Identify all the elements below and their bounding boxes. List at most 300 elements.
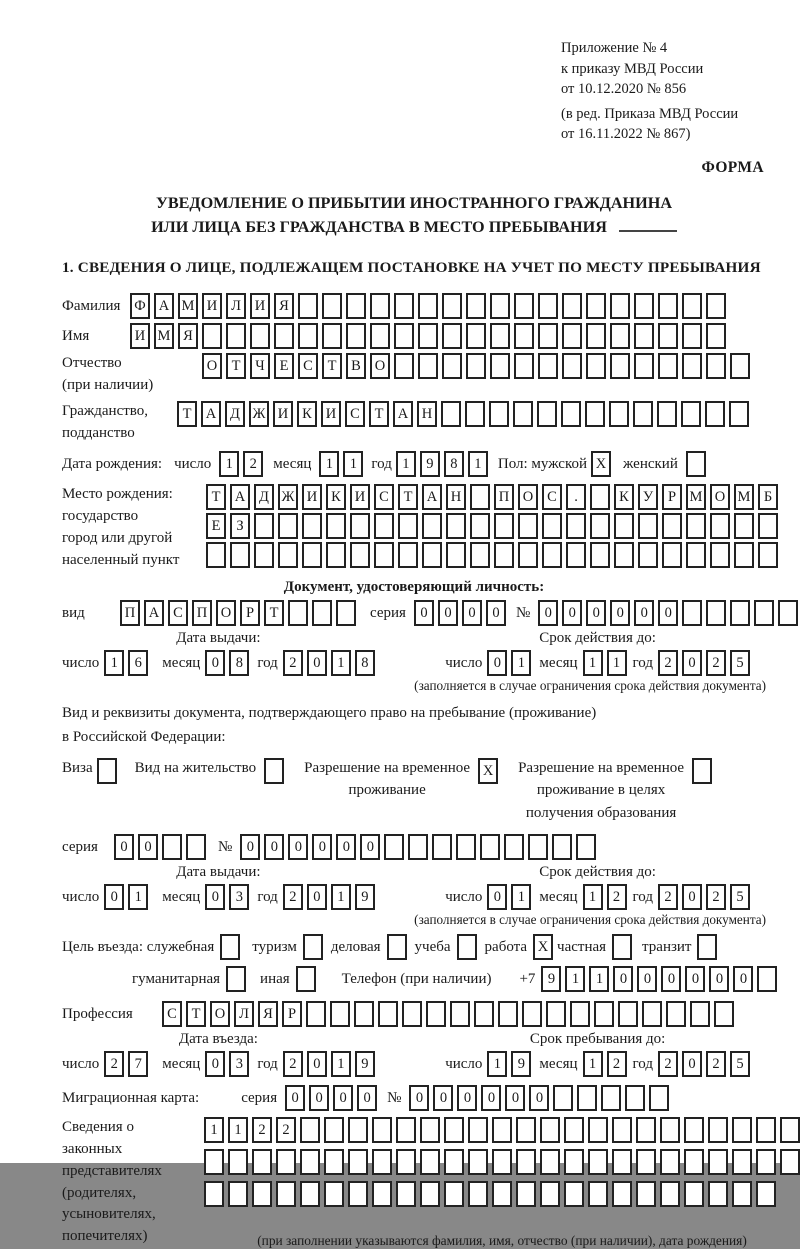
char-cell[interactable] (372, 1117, 392, 1143)
char-cell[interactable] (588, 1181, 608, 1207)
char-cell[interactable] (758, 513, 778, 539)
char-cell[interactable] (348, 1149, 368, 1175)
char-cell[interactable] (490, 293, 510, 319)
char-cell[interactable] (457, 934, 477, 960)
char-cell[interactable] (612, 1181, 632, 1207)
char-cell[interactable] (714, 1001, 734, 1027)
char-cell[interactable] (513, 401, 533, 427)
char-cell[interactable]: С (345, 401, 365, 427)
char-cell[interactable] (348, 1181, 368, 1207)
char-cell[interactable] (666, 1001, 686, 1027)
char-cell[interactable] (298, 293, 318, 319)
char-cell[interactable]: 2 (252, 1117, 272, 1143)
char-cell[interactable]: 0 (104, 884, 124, 910)
char-cell[interactable]: 0 (462, 600, 482, 626)
char-cell[interactable] (684, 1181, 704, 1207)
char-cell[interactable]: 0 (529, 1085, 549, 1111)
char-cell[interactable] (444, 1149, 464, 1175)
char-cell[interactable]: 0 (414, 600, 434, 626)
char-cell[interactable]: К (326, 484, 346, 510)
char-cell[interactable] (204, 1181, 224, 1207)
char-cell[interactable]: О (210, 1001, 230, 1027)
char-cell[interactable] (276, 1181, 296, 1207)
char-cell[interactable] (564, 1149, 584, 1175)
char-cell[interactable] (450, 1001, 470, 1027)
char-cell[interactable] (561, 401, 581, 427)
char-cell[interactable]: 9 (541, 966, 561, 992)
char-cell[interactable] (540, 1117, 560, 1143)
char-cell[interactable] (306, 1001, 326, 1027)
char-cell[interactable]: 3 (229, 1051, 249, 1077)
char-cell[interactable] (466, 323, 486, 349)
char-cell[interactable]: 8 (444, 451, 464, 477)
char-cell[interactable] (516, 1117, 536, 1143)
char-cell[interactable] (614, 513, 634, 539)
char-cell[interactable]: А (154, 293, 174, 319)
char-cell[interactable] (489, 401, 509, 427)
char-cell[interactable]: 0 (285, 1085, 305, 1111)
char-cell[interactable]: Л (234, 1001, 254, 1027)
char-cell[interactable] (504, 834, 524, 860)
char-cell[interactable]: И (350, 484, 370, 510)
char-cell[interactable] (585, 401, 605, 427)
char-cell[interactable] (330, 1001, 350, 1027)
char-cell[interactable]: Е (274, 353, 294, 379)
char-cell[interactable]: Я (274, 293, 294, 319)
char-cell[interactable] (494, 542, 514, 568)
char-cell[interactable] (252, 1149, 272, 1175)
char-cell[interactable]: 6 (128, 650, 148, 676)
char-cell[interactable]: Т (226, 353, 246, 379)
char-cell[interactable]: 5 (730, 884, 750, 910)
char-cell[interactable] (636, 1117, 656, 1143)
char-cell[interactable]: Д (254, 484, 274, 510)
char-cell[interactable]: Р (240, 600, 260, 626)
char-cell[interactable]: Р (662, 484, 682, 510)
char-cell[interactable] (370, 293, 390, 319)
char-cell[interactable]: К (614, 484, 634, 510)
char-cell[interactable]: 0 (205, 1051, 225, 1077)
char-cell[interactable] (690, 1001, 710, 1027)
char-cell[interactable] (466, 353, 486, 379)
char-cell[interactable]: 0 (709, 966, 729, 992)
char-cell[interactable]: Т (177, 401, 197, 427)
char-cell[interactable] (300, 1117, 320, 1143)
char-cell[interactable] (682, 293, 702, 319)
char-cell[interactable]: 2 (607, 884, 627, 910)
char-cell[interactable] (780, 1149, 800, 1175)
char-cell[interactable] (254, 513, 274, 539)
char-cell[interactable] (780, 1117, 800, 1143)
char-cell[interactable] (706, 353, 726, 379)
char-cell[interactable]: 1 (607, 650, 627, 676)
char-cell[interactable]: 2 (104, 1051, 124, 1077)
char-cell[interactable] (730, 600, 750, 626)
char-cell[interactable]: 1 (343, 451, 363, 477)
char-cell[interactable]: 3 (229, 884, 249, 910)
char-cell[interactable]: 0 (433, 1085, 453, 1111)
char-cell[interactable] (633, 401, 653, 427)
char-cell[interactable]: 0 (487, 884, 507, 910)
char-cell[interactable] (350, 513, 370, 539)
char-cell[interactable]: И (130, 323, 150, 349)
char-cell[interactable] (576, 834, 596, 860)
char-cell[interactable]: Л (226, 293, 246, 319)
char-cell[interactable]: 0 (307, 884, 327, 910)
char-cell[interactable]: 0 (205, 884, 225, 910)
char-cell[interactable]: 1 (583, 650, 603, 676)
char-cell[interactable] (480, 834, 500, 860)
char-cell[interactable] (577, 1085, 597, 1111)
char-cell[interactable]: 0 (409, 1085, 429, 1111)
char-cell[interactable] (610, 353, 630, 379)
char-cell[interactable] (274, 323, 294, 349)
char-cell[interactable] (601, 1085, 621, 1111)
char-cell[interactable] (204, 1149, 224, 1175)
char-cell[interactable] (441, 401, 461, 427)
char-cell[interactable]: С (542, 484, 562, 510)
char-cell[interactable]: 0 (307, 1051, 327, 1077)
char-cell[interactable]: А (393, 401, 413, 427)
char-cell[interactable] (326, 513, 346, 539)
char-cell[interactable] (230, 542, 250, 568)
char-cell[interactable] (566, 542, 586, 568)
char-cell[interactable] (697, 934, 717, 960)
char-cell[interactable]: . (566, 484, 586, 510)
char-cell[interactable]: 1 (219, 451, 239, 477)
char-cell[interactable] (660, 1181, 680, 1207)
char-cell[interactable] (708, 1181, 728, 1207)
char-cell[interactable]: П (192, 600, 212, 626)
char-cell[interactable] (522, 1001, 542, 1027)
char-cell[interactable]: 1 (128, 884, 148, 910)
char-cell[interactable] (346, 323, 366, 349)
char-cell[interactable] (734, 542, 754, 568)
char-cell[interactable]: 0 (613, 966, 633, 992)
char-cell[interactable] (468, 1117, 488, 1143)
char-cell[interactable] (374, 542, 394, 568)
char-cell[interactable]: М (178, 293, 198, 319)
char-cell[interactable]: О (202, 353, 222, 379)
char-cell[interactable]: Ч (250, 353, 270, 379)
char-cell[interactable] (542, 542, 562, 568)
char-cell[interactable] (396, 1181, 416, 1207)
char-cell[interactable] (228, 1149, 248, 1175)
char-cell[interactable]: 0 (682, 884, 702, 910)
char-cell[interactable] (186, 834, 206, 860)
char-cell[interactable] (354, 1001, 374, 1027)
char-cell[interactable]: X (533, 934, 553, 960)
char-cell[interactable] (649, 1085, 669, 1111)
char-cell[interactable] (729, 401, 749, 427)
char-cell[interactable] (418, 293, 438, 319)
char-cell[interactable] (516, 1149, 536, 1175)
char-cell[interactable] (514, 353, 534, 379)
char-cell[interactable]: А (144, 600, 164, 626)
char-cell[interactable]: Ж (249, 401, 269, 427)
char-cell[interactable]: А (422, 484, 442, 510)
char-cell[interactable] (228, 1181, 248, 1207)
char-cell[interactable]: 0 (312, 834, 332, 860)
char-cell[interactable] (538, 353, 558, 379)
char-cell[interactable]: Б (758, 484, 778, 510)
char-cell[interactable] (490, 353, 510, 379)
char-cell[interactable] (682, 323, 702, 349)
char-cell[interactable] (681, 401, 701, 427)
char-cell[interactable]: С (374, 484, 394, 510)
char-cell[interactable] (398, 513, 418, 539)
char-cell[interactable] (444, 1181, 464, 1207)
char-cell[interactable] (610, 323, 630, 349)
char-cell[interactable]: П (120, 600, 140, 626)
char-cell[interactable]: 8 (229, 650, 249, 676)
char-cell[interactable] (394, 323, 414, 349)
char-cell[interactable]: 2 (658, 650, 678, 676)
char-cell[interactable] (706, 323, 726, 349)
char-cell[interactable]: Н (446, 484, 466, 510)
char-cell[interactable]: 1 (487, 1051, 507, 1077)
char-cell[interactable]: Т (206, 484, 226, 510)
char-cell[interactable]: 0 (486, 600, 506, 626)
char-cell[interactable]: О (370, 353, 390, 379)
char-cell[interactable] (636, 1181, 656, 1207)
char-cell[interactable] (322, 293, 342, 319)
char-cell[interactable]: С (298, 353, 318, 379)
char-cell[interactable] (514, 323, 534, 349)
char-cell[interactable] (657, 401, 677, 427)
char-cell[interactable] (588, 1117, 608, 1143)
char-cell[interactable]: 9 (355, 884, 375, 910)
char-cell[interactable] (426, 1001, 446, 1027)
char-cell[interactable] (708, 1117, 728, 1143)
char-cell[interactable]: Р (282, 1001, 302, 1027)
char-cell[interactable] (384, 834, 404, 860)
char-cell[interactable] (708, 1149, 728, 1175)
char-cell[interactable]: 0 (487, 650, 507, 676)
char-cell[interactable] (492, 1181, 512, 1207)
char-cell[interactable] (618, 1001, 638, 1027)
char-cell[interactable]: И (273, 401, 293, 427)
char-cell[interactable] (250, 323, 270, 349)
char-cell[interactable]: Т (186, 1001, 206, 1027)
char-cell[interactable]: 0 (360, 834, 380, 860)
char-cell[interactable]: И (321, 401, 341, 427)
char-cell[interactable] (422, 513, 442, 539)
char-cell[interactable] (492, 1117, 512, 1143)
char-cell[interactable] (594, 1001, 614, 1027)
char-cell[interactable] (754, 600, 774, 626)
char-cell[interactable] (686, 542, 706, 568)
char-cell[interactable] (288, 600, 308, 626)
char-cell[interactable]: 1 (331, 650, 351, 676)
char-cell[interactable] (566, 513, 586, 539)
char-cell[interactable] (442, 293, 462, 319)
char-cell[interactable] (705, 401, 725, 427)
char-cell[interactable] (756, 1149, 776, 1175)
char-cell[interactable] (420, 1181, 440, 1207)
char-cell[interactable] (586, 293, 606, 319)
char-cell[interactable] (474, 1001, 494, 1027)
char-cell[interactable] (756, 1181, 776, 1207)
char-cell[interactable] (732, 1117, 752, 1143)
char-cell[interactable]: Т (398, 484, 418, 510)
char-cell[interactable] (660, 1117, 680, 1143)
char-cell[interactable]: 0 (205, 650, 225, 676)
char-cell[interactable] (418, 353, 438, 379)
char-cell[interactable] (514, 293, 534, 319)
char-cell[interactable] (692, 758, 712, 784)
char-cell[interactable]: И (202, 293, 222, 319)
char-cell[interactable] (346, 293, 366, 319)
char-cell[interactable]: 1 (511, 884, 531, 910)
char-cell[interactable]: 2 (283, 884, 303, 910)
char-cell[interactable]: 0 (264, 834, 284, 860)
char-cell[interactable]: 2 (243, 451, 263, 477)
char-cell[interactable] (276, 1149, 296, 1175)
char-cell[interactable]: 0 (240, 834, 260, 860)
char-cell[interactable]: 0 (562, 600, 582, 626)
char-cell[interactable] (609, 401, 629, 427)
char-cell[interactable] (324, 1149, 344, 1175)
char-cell[interactable] (614, 542, 634, 568)
char-cell[interactable]: Ф (130, 293, 150, 319)
char-cell[interactable]: 0 (685, 966, 705, 992)
char-cell[interactable] (610, 293, 630, 319)
char-cell[interactable] (658, 323, 678, 349)
char-cell[interactable] (756, 1117, 776, 1143)
char-cell[interactable] (732, 1181, 752, 1207)
char-cell[interactable]: С (168, 600, 188, 626)
char-cell[interactable] (662, 513, 682, 539)
char-cell[interactable]: 1 (583, 884, 603, 910)
char-cell[interactable] (374, 513, 394, 539)
char-cell[interactable] (625, 1085, 645, 1111)
char-cell[interactable] (562, 293, 582, 319)
char-cell[interactable]: 0 (114, 834, 134, 860)
char-cell[interactable] (466, 293, 486, 319)
char-cell[interactable] (470, 513, 490, 539)
char-cell[interactable]: И (250, 293, 270, 319)
char-cell[interactable] (432, 834, 452, 860)
char-cell[interactable] (446, 513, 466, 539)
char-cell[interactable] (564, 1117, 584, 1143)
char-cell[interactable]: 9 (511, 1051, 531, 1077)
char-cell[interactable] (498, 1001, 518, 1027)
char-cell[interactable] (348, 1117, 368, 1143)
char-cell[interactable] (468, 1181, 488, 1207)
char-cell[interactable] (590, 513, 610, 539)
char-cell[interactable]: С (162, 1001, 182, 1027)
char-cell[interactable]: 1 (468, 451, 488, 477)
char-cell[interactable] (590, 484, 610, 510)
char-cell[interactable] (658, 293, 678, 319)
char-cell[interactable]: 0 (438, 600, 458, 626)
char-cell[interactable] (408, 834, 428, 860)
char-cell[interactable]: М (734, 484, 754, 510)
char-cell[interactable]: 2 (658, 1051, 678, 1077)
char-cell[interactable] (540, 1149, 560, 1175)
char-cell[interactable]: 0 (733, 966, 753, 992)
char-cell[interactable] (732, 1149, 752, 1175)
char-cell[interactable] (302, 542, 322, 568)
char-cell[interactable]: У (638, 484, 658, 510)
char-cell[interactable] (470, 542, 490, 568)
char-cell[interactable]: 1 (565, 966, 585, 992)
char-cell[interactable]: Ж (278, 484, 298, 510)
char-cell[interactable]: О (518, 484, 538, 510)
char-cell[interactable] (396, 1117, 416, 1143)
char-cell[interactable]: А (230, 484, 250, 510)
char-cell[interactable] (398, 542, 418, 568)
char-cell[interactable]: 0 (637, 966, 657, 992)
char-cell[interactable] (394, 293, 414, 319)
char-cell[interactable] (97, 758, 117, 784)
char-cell[interactable] (370, 323, 390, 349)
char-cell[interactable]: 0 (661, 966, 681, 992)
char-cell[interactable] (757, 966, 777, 992)
char-cell[interactable]: В (346, 353, 366, 379)
char-cell[interactable] (540, 1181, 560, 1207)
char-cell[interactable]: 2 (276, 1117, 296, 1143)
char-cell[interactable] (612, 1149, 632, 1175)
char-cell[interactable]: 0 (357, 1085, 377, 1111)
char-cell[interactable]: 0 (336, 834, 356, 860)
char-cell[interactable]: 0 (309, 1085, 329, 1111)
char-cell[interactable]: 1 (104, 650, 124, 676)
char-cell[interactable] (226, 966, 246, 992)
char-cell[interactable] (570, 1001, 590, 1027)
char-cell[interactable] (660, 1149, 680, 1175)
char-cell[interactable] (710, 513, 730, 539)
char-cell[interactable]: К (297, 401, 317, 427)
char-cell[interactable]: З (230, 513, 250, 539)
char-cell[interactable] (254, 542, 274, 568)
char-cell[interactable]: 2 (706, 650, 726, 676)
char-cell[interactable] (686, 451, 706, 477)
char-cell[interactable]: Я (178, 323, 198, 349)
char-cell[interactable]: О (216, 600, 236, 626)
char-cell[interactable]: А (201, 401, 221, 427)
char-cell[interactable]: 0 (610, 600, 630, 626)
char-cell[interactable]: 1 (228, 1117, 248, 1143)
char-cell[interactable] (162, 834, 182, 860)
char-cell[interactable] (684, 1117, 704, 1143)
char-cell[interactable]: 1 (319, 451, 339, 477)
char-cell[interactable]: 1 (583, 1051, 603, 1077)
char-cell[interactable] (468, 1149, 488, 1175)
char-cell[interactable]: 1 (331, 884, 351, 910)
char-cell[interactable]: 9 (420, 451, 440, 477)
char-cell[interactable]: X (591, 451, 611, 477)
char-cell[interactable] (634, 293, 654, 319)
char-cell[interactable]: 0 (658, 600, 678, 626)
char-cell[interactable] (730, 353, 750, 379)
char-cell[interactable] (296, 966, 316, 992)
char-cell[interactable]: П (494, 484, 514, 510)
char-cell[interactable] (546, 1001, 566, 1027)
char-cell[interactable] (562, 323, 582, 349)
char-cell[interactable] (638, 513, 658, 539)
char-cell[interactable]: 5 (730, 1051, 750, 1077)
char-cell[interactable] (298, 323, 318, 349)
char-cell[interactable]: 2 (283, 650, 303, 676)
char-cell[interactable] (516, 1181, 536, 1207)
char-cell[interactable] (588, 1149, 608, 1175)
char-cell[interactable] (312, 600, 332, 626)
char-cell[interactable] (612, 1117, 632, 1143)
char-cell[interactable] (734, 513, 754, 539)
char-cell[interactable]: 0 (307, 650, 327, 676)
